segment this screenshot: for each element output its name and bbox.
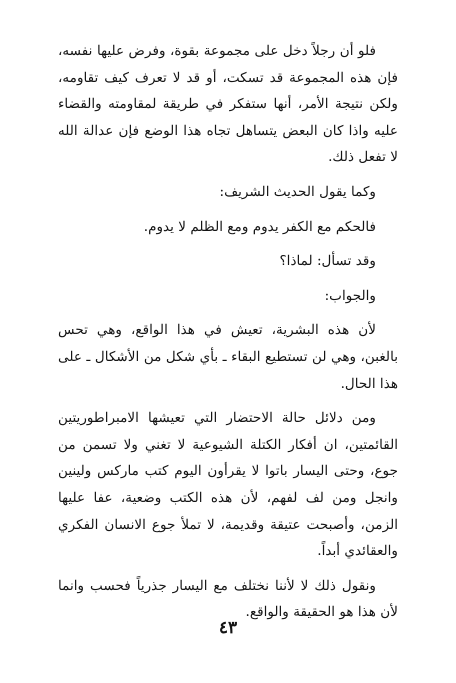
paragraph-3: فالحكم مع الكفر يدوم ومع الظلم لا يدوم. (143, 218, 376, 235)
paragraph-1: فلو أن رجلاً دخل على مجموعة بقوة، وفرض عليها نفسه، فإن هذه المجموعة قد تسكت، أو قد لا تعرف كيف تقاومه، ولكن نتيجة الأمر، أنها ستفكر في طريقة لمقاومته والقضاء عليه واذا كان البعض يتساهل تجاه هذا الوضع فإن عدالة الله لا تفعل ذلك. (58, 43, 398, 166)
page-body (58, 38, 398, 626)
paragraph-5: والجواب: (324, 287, 376, 304)
paragraph-6: لأن هذه البشرية، تعيش في هذا الواقع، وهي تحس بالغبن، وهي لن تستطيع البقاء ـ بأي شكل من الأشكال ـ على هذا الحال. (58, 322, 398, 392)
paragraph-7: ومن دلائل حالة الاحتضار التي تعيشها الامبراطوريتين القائمتين، ان أفكار الكتلة الشيوعية لا تغني ولا تسمن من جوع، وحتى اليسار باتوا لا يقرأون اليوم كتب ماركس ولينين وانجل ومن لف لفهم، لأن هذه الكتب وضعية، عفا عليها الزمن، وأصبحت عتيقة وقديمة، لا تملأ جوع الانسان الفكري والعقائدي أبداً. (58, 410, 398, 560)
paragraph-4: وقد تسأل: لماذا؟ (279, 253, 376, 270)
page-number: ٤٣ (218, 618, 238, 638)
paragraph-8: ونقول ذلك لا لأننا نختلف مع اليسار جذرياً فحسب وانما لأن هذا هو الحقيقة والواقع. (58, 577, 398, 621)
paragraph-2: وكما يقول الحديث الشريف: (219, 183, 376, 200)
